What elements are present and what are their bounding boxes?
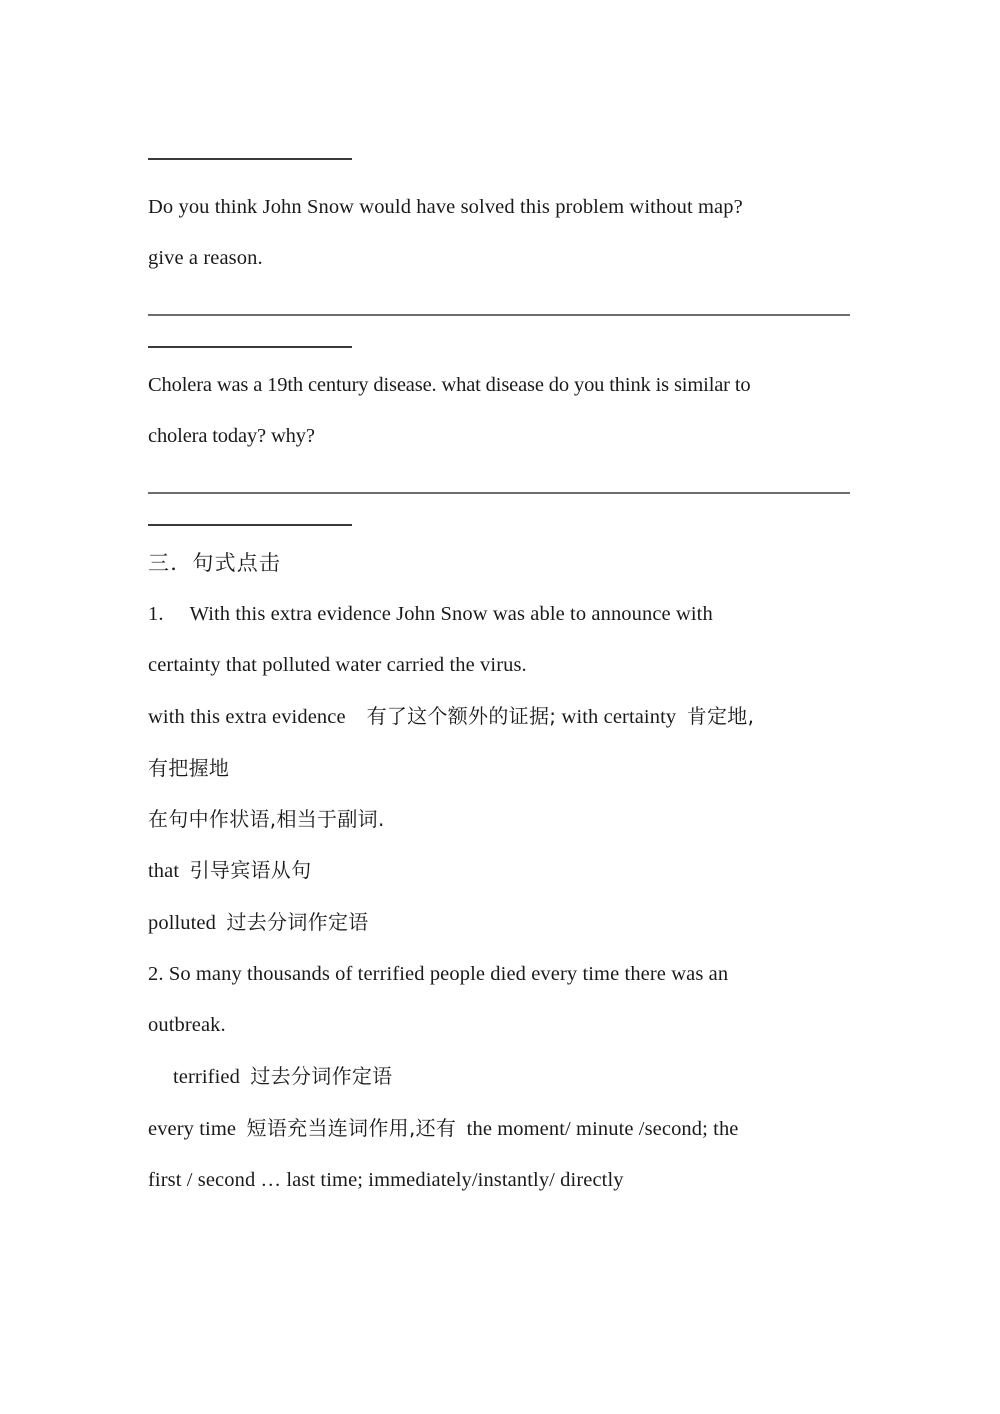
top-margin-spacer <box>148 40 850 158</box>
item-2-note-1 <box>148 1051 850 1103</box>
item-2-note-2-line-1 <box>148 1103 850 1155</box>
item-1-note-1-en-b: with certainty <box>561 706 677 728</box>
spacer-before-rule-3 <box>148 462 850 492</box>
item-2-note-1-en: terrified <box>173 1066 240 1088</box>
spacer-after-rule-3 <box>148 526 850 538</box>
item-2-note-2-en-cont: the moment/ minute /second; the <box>466 1118 739 1140</box>
question-2-line-2: cholera today? why? <box>148 425 315 447</box>
item-1-note-1-zh-b: 肯定地, <box>686 704 755 728</box>
item-1-note-4-en: polluted <box>148 912 216 934</box>
item-1-sentence-line-2: certainty that polluted water carried the virus. <box>148 654 527 676</box>
spacer-after-rule-1 <box>148 160 850 182</box>
item-2-note-2-zh: 短语充当连词作用,还有 <box>246 1116 457 1140</box>
item-1-sentence-text-1: With this extra evidence John Snow was able to announce with <box>189 603 713 625</box>
spacer-between-rules-1 <box>148 316 850 346</box>
spacer-after-rule-2 <box>148 348 850 360</box>
item-2-note-1-zh: 过去分词作定语 <box>250 1064 393 1088</box>
item-1-note-4 <box>148 897 850 949</box>
item-1-note-1-en-a: with this extra evidence <box>148 706 346 728</box>
question-2-line-1: Cholera was a 19th century disease. what disease do you think is similar to <box>148 374 751 396</box>
spacer-before-rule-2 <box>148 284 850 314</box>
item-1-note-1-line-2: 有把握地 <box>148 756 230 780</box>
section-heading: 三．句式点击 <box>148 551 282 575</box>
item-2-note-2-line-2: first / second … last time; immediately/instantly/ directly <box>148 1169 624 1191</box>
item-2-sentence-line-1 <box>148 949 850 1000</box>
item-1-sentence-line-1 <box>148 589 850 640</box>
spacer-between-rules-2 <box>148 494 850 524</box>
item-2-number: 2. <box>148 963 164 985</box>
item-2-note-2-en: every time <box>148 1118 237 1140</box>
item-1-note-1-zh-a: 有了这个额外的证据; <box>366 704 557 728</box>
item-2-sentence-line-2: outbreak. <box>148 1014 226 1036</box>
item-1-note-3-zh: 引导宾语从句 <box>189 858 312 882</box>
question-1-line-2: give a reason. <box>148 247 263 269</box>
question-1-line-1: Do you think John Snow would have solved this problem without map? <box>148 196 743 218</box>
item-2-sentence-text-1: So many thousands of terrified people died every time there was an <box>168 963 729 985</box>
item-1-note-3-en: that <box>148 860 180 882</box>
item-1-note-1-line-1 <box>148 691 850 743</box>
page-content-column <box>148 0 850 1206</box>
top-spacer <box>148 0 850 40</box>
item-1-note-2: 在句中作状语,相当于副词. <box>148 807 385 831</box>
item-1-number: 1. <box>148 603 164 625</box>
item-1-note-4-zh: 过去分词作定语 <box>226 910 369 934</box>
item-1-note-3 <box>148 845 850 897</box>
